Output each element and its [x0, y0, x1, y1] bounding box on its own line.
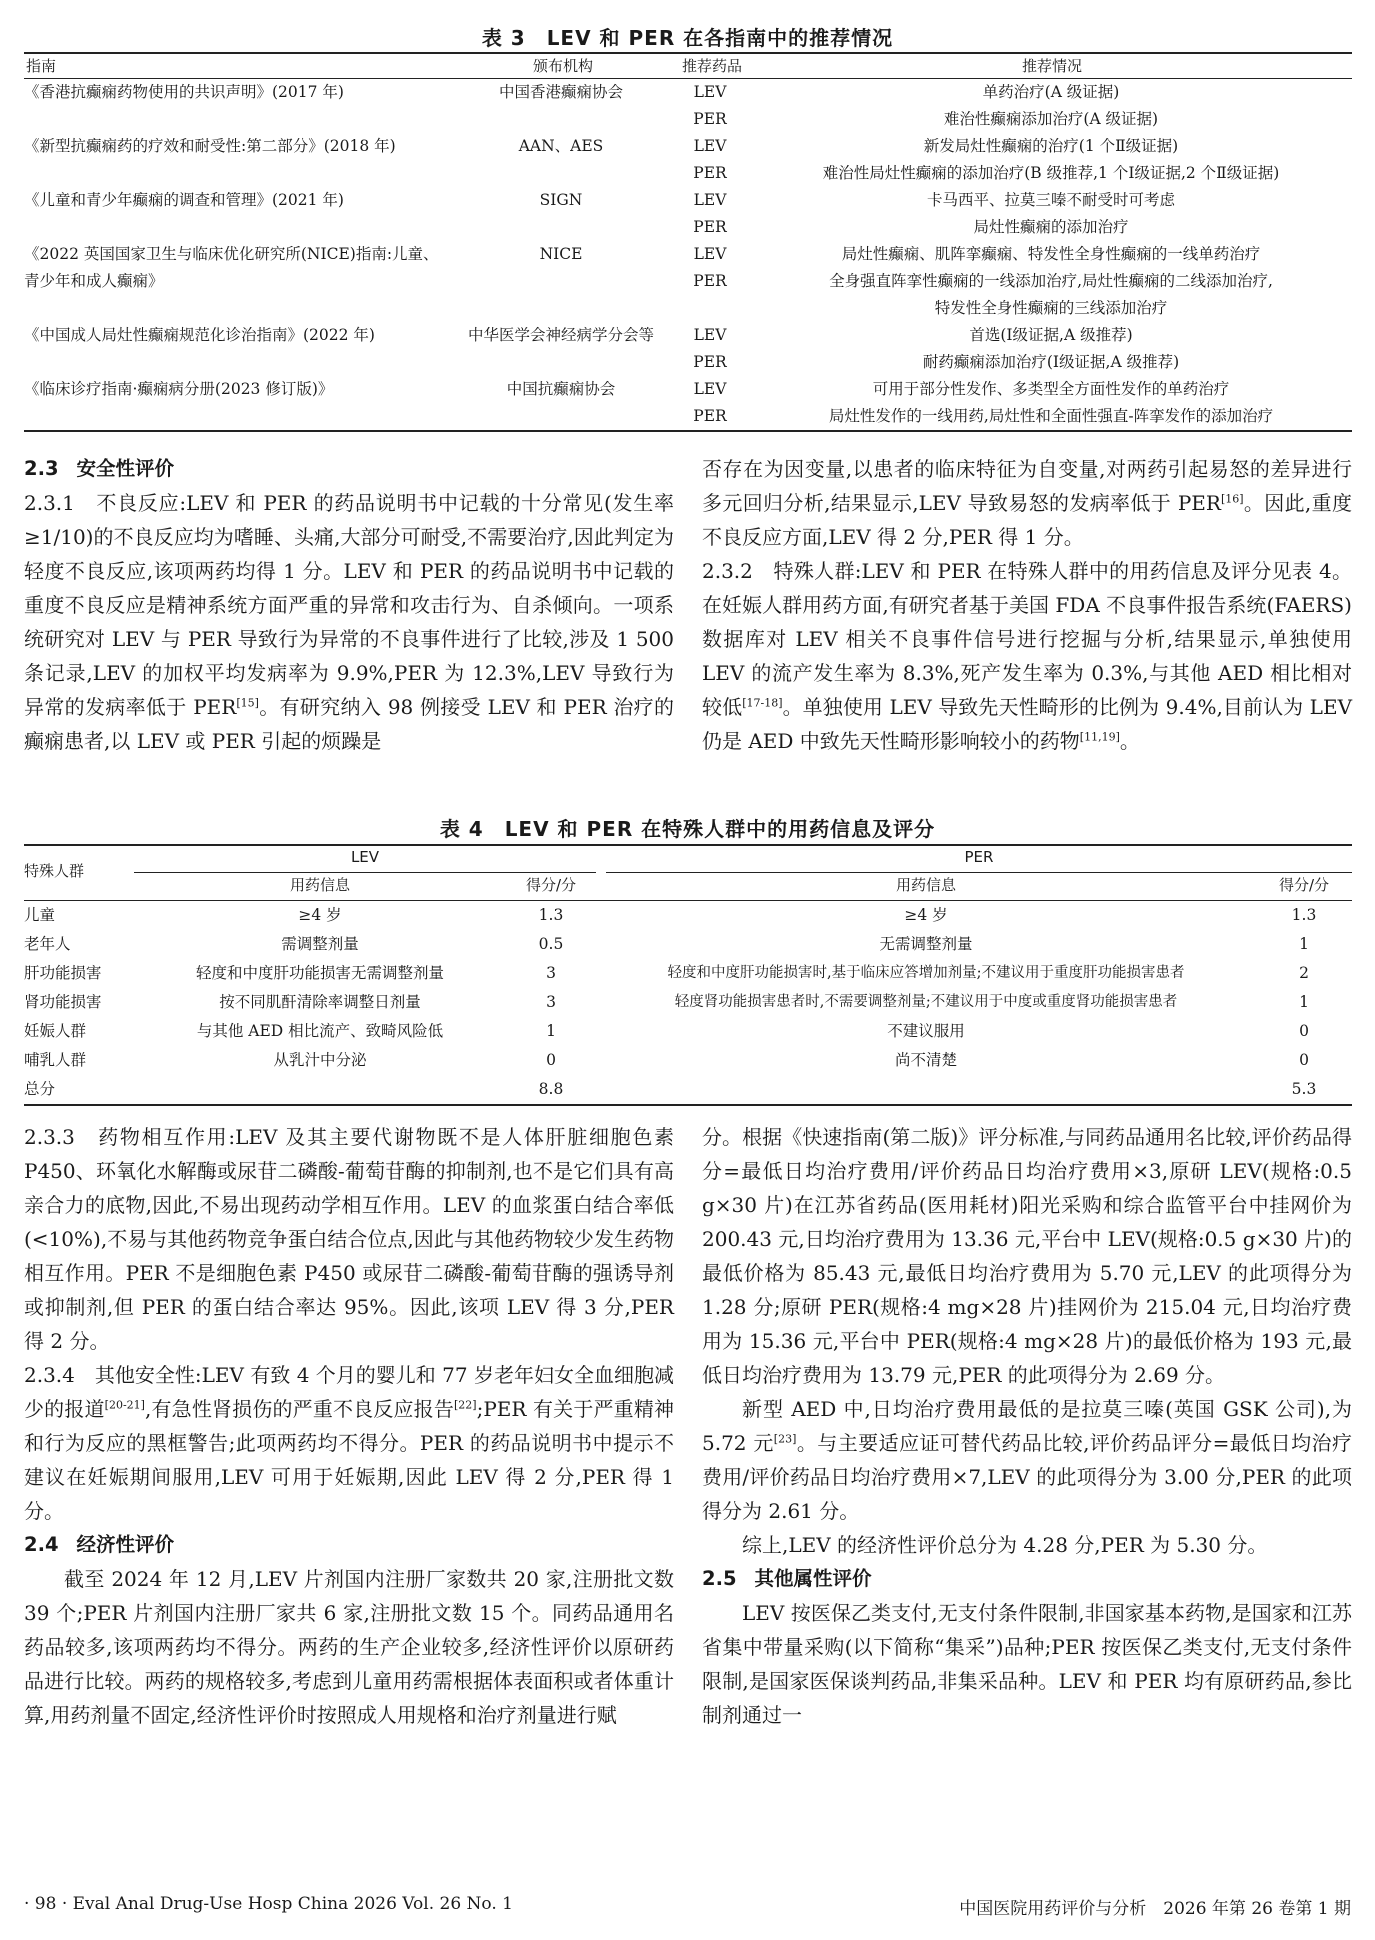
table3-drug: LEV	[693, 326, 727, 344]
table3-rec: 卡马西平、拉莫三嗪不耐受时可考虑	[926, 191, 1175, 209]
table3-header-drug: 推荐药品	[681, 57, 742, 75]
table4-header-per: PER	[964, 848, 994, 866]
paragraph-2-4: 截至 2024 年 12 月,LEV 片剂国内注册厂家数共 20 家,注册批文数 39 个;PER 片剂国内注册厂家共 6 家,注册批文数 15 个。同药品通用名药品较多,该项两药均不得分。两药的生产企业较多,经济性评价以原研药品进行比较。两药的规格较多,考虑到儿童用药需根据体表面积或者体重计算,用药剂量不固定,经济性评价时按照成人用规格和治疗剂量进行赋	[24, 1567, 674, 1727]
table3-row	[24, 133, 1352, 187]
table4-per-span-rule	[606, 872, 1352, 873]
paragraph-2-5: LEV 按医保乙类支付,无支付条件限制,非国家基本药物,是国家和江苏省集中带量采购(以下简称“集采”)品种;PER 按医保乙类支付,无支付条件限制,是国家医保谈判药品,非集采品种。LEV 和 PER 均有原研药品,参比制剂通过一	[702, 1601, 1352, 1727]
section-number: 2.4	[24, 1533, 59, 1556]
footer-left: · 98 · Eval Anal Drug-Use Hosp China 2026 Vol. 26 No. 1	[24, 1894, 513, 1914]
table3-guide: 《临床诊疗指南·癫痫病分册(2023 修订版)》	[24, 380, 334, 398]
section-2-4-heading	[24, 1528, 674, 1562]
table3-caption: 表 3 LEV 和 PER 在各指南中的推荐情况	[481, 26, 894, 50]
table4-row: 老年人 需调整剂量 0.5 无需调整剂量 1	[24, 935, 1309, 953]
paragraph-continued: 否存在为因变量,以患者的临床特征为自变量,对两药引起易怒的差异进行多元回归分析,结果显示,LEV 导致易怒的发病率低于 PER[16]。因此,重度不良反应方面,LEV 得 2 分,PER 得 1 分。	[702, 457, 1352, 549]
citation: [15]	[236, 696, 259, 710]
table4-header-lev: LEV	[350, 848, 380, 866]
table3-rec: 难治性局灶性癫痫的添加治疗(B 级推荐,1 个Ⅰ级证据,2 个Ⅱ级证据)	[822, 164, 1280, 182]
table4-row: 肝功能损害 轻度和中度肝功能损害无需调整剂量 3 轻度和中度肝功能损害时,基于临床应答增加剂量;不建议用于重度肝功能损害患者 2	[24, 964, 1309, 982]
table4-header	[24, 846, 1352, 900]
right-column-bottom	[702, 1120, 1352, 1732]
table3-rec: 单药治疗(A 级证据)	[982, 83, 1120, 101]
table4-row: 儿童 ≥4 岁 1.3 ≥4 岁 1.3	[24, 906, 1317, 924]
table4-row: 肾功能损害 按不同肌酐清除率调整日剂量 3 轻度肾功能损害患者时,不需要调整剂量;不建议用于中度或重度肾功能损害患者 1	[24, 993, 1309, 1011]
table3-org: 中国抗癫痫协会	[506, 380, 616, 398]
table3-rec: 全身强直阵挛性癫痫的一线添加治疗,局灶性癫痫的二线添加治疗, 特发性全身性癫痫的三线添加治疗	[829, 272, 1273, 317]
table3-bottom-rule	[24, 430, 1352, 432]
section-number: 2.3	[24, 457, 59, 480]
footer-right: 中国医院用药评价与分析 2026 年第 26 卷第 1 期	[959, 1899, 1351, 1919]
table3-org: 中华医学会神经病学分会等	[467, 326, 654, 344]
table3-rec: 新发局灶性癫痫的治疗(1 个Ⅱ级证据)	[923, 137, 1179, 155]
paragraph-2-3-1: 2.3.1 不良反应:LEV 和 PER 的药品说明书中记载的十分常见(发生率≥1/10)的不良反应均为嗜睡、头痛,大部分可耐受,不需要治疗,因此判定为轻度不良反应,该项两药均得 1 分。LEV 和 PER 的药品说明书中记载的重度不良反应是精神系统方面严重的异常和攻击行为、自杀倾向。一项系统研究对 LEV 与 PER 导致行为异常的不良事件进行了比较,涉及 1 500 条记录,LEV 的加权平均发病率为 9.9%,PER 为 12.3%,LEV 导致行为异常的发病率低于 PER[15]。有研究纳入 98 例接受 LEV 和 PER 治疗的癫痫患者,以 LEV 或 PER 引起的烦躁是	[24, 491, 674, 753]
table3-drug: PER	[693, 272, 727, 290]
table3-rec: 耐药癫痫添加治疗(Ⅰ级证据,A 级推荐)	[922, 353, 1180, 371]
citation: [11,19]	[1079, 730, 1120, 744]
section-title: 安全性评价	[76, 457, 175, 480]
paragraph-2-3-2: 2.3.2 特殊人群:LEV 和 PER 在特殊人群中的用药信息及评分见表 4。在妊娠人群用药方面,有研究者基于美国 FDA 不良事件报告系统(FAERS)数据库对 LEV 相关不良事件信号进行挖掘与分析,结果显示,单独使用 LEV 的流产发生率为 8.3%,死产发生率为 0.3%,与其他 AED 相比相对较低[17-18]。单独使用 LEV 导致先天性畸形的比例为 9.4%,目前认为 LEV 仍是 AED 中致先天性畸形影响较小的药物[11,19]。	[702, 559, 1353, 753]
table3-row	[24, 322, 1352, 376]
table3	[24, 52, 1352, 432]
table3-header-org: 颁布机构	[532, 57, 593, 75]
right-column-top	[702, 452, 1352, 758]
table3-drug: LEV	[693, 380, 727, 398]
table4-lev-span-rule	[134, 872, 596, 873]
section-number: 2.5	[702, 1567, 737, 1590]
table3-rec: 局灶性癫痫的添加治疗	[973, 218, 1129, 236]
table3-row	[24, 241, 1352, 322]
table4-row: 总分 8.8 5.3	[24, 1080, 1317, 1098]
section-title: 其他属性评价	[754, 1567, 872, 1590]
paragraph-new-aed: 新型 AED 中,日均治疗费用最低的是拉莫三嗪(英国 GSK 公司),为 5.72 元[23]。与主要适应证可替代药品比较,评价药品评分=最低日均治疗费用/评价药品日均治疗费用×7,LEV 的此项得分为 3.00 分,PER 的此项得分为 2.61 分。	[702, 1397, 1353, 1523]
left-column-bottom	[24, 1120, 674, 1732]
table3-header-guide: 指南	[26, 57, 57, 75]
table3-header-row	[24, 54, 1352, 78]
paragraph-2-3-4: 2.3.4 其他安全性:LEV 有致 4 个月的婴儿和 77 岁老年妇女全血细胞减少的报道[20-21],有急性肾损伤的严重不良反应报告[22];PER 有关于严重精神和行为反应的黑框警告;此项两药均不得分。PER 的药品说明书中提示不建议在妊娠期间服用,LEV 可用于妊娠期,因此 LEV 得 2 分,PER 得 1 分。	[24, 1363, 674, 1523]
table4-header-lev-score: 得分/分	[525, 876, 577, 894]
citation: [22]	[454, 1398, 477, 1412]
table4-header-per-score: 得分/分	[1278, 876, 1330, 894]
section-2-3-heading	[24, 452, 674, 486]
table3-guide: 《儿童和青少年癫痫的调查和管理》(2021 年)	[24, 191, 344, 209]
table3-drug: PER	[693, 353, 727, 371]
table3-guide: 《2022 英国国家卫生与临床优化研究所(NICE)指南:儿童、 青少年和成人癫痫》	[24, 245, 439, 290]
left-column-top	[24, 452, 674, 758]
section-title: 经济性评价	[76, 1533, 175, 1556]
table3-drug: PER	[693, 218, 727, 236]
table4-bottom-rule	[24, 1104, 1352, 1106]
table3-drug: PER	[693, 407, 727, 425]
table3-row	[24, 79, 1352, 133]
table3-guide: 《中国成人局灶性癫痫规范化诊治指南》(2022 年)	[24, 326, 375, 344]
table3-org: AAN、AES	[518, 137, 604, 155]
table3-rec: 局灶性癫痫、肌阵挛癫痫、特发性全身性癫痫的一线单药治疗	[841, 245, 1261, 263]
table3-drug: LEV	[693, 137, 727, 155]
table3-org: NICE	[539, 245, 583, 263]
table3-drug: LEV	[693, 83, 727, 101]
table3-rec: 局灶性发作的一线用药,局灶性和全面性强直-阵挛发作的添加治疗	[828, 407, 1274, 425]
table3-rec: 难治性癫痫添加治疗(A 级证据)	[943, 110, 1159, 128]
section-2-5-heading	[702, 1562, 1352, 1596]
table4-row: 妊娠人群 与其他 AED 相比流产、致畸风险低 1 不建议服用 0	[24, 1022, 1309, 1040]
table3-header-rec: 推荐情况	[1021, 57, 1082, 75]
citation: [23]	[773, 1432, 797, 1446]
table3-guide: 《新型抗癫痫药的疗效和耐受性:第二部分》(2018 年)	[24, 137, 396, 155]
table3-org: SIGN	[539, 191, 583, 209]
citation: [20-21]	[104, 1398, 145, 1412]
table3-drug: LEV	[693, 191, 727, 209]
table3-drug: LEV	[693, 245, 727, 263]
table3-org: 中国香港癫痫协会	[498, 83, 623, 101]
table4-row: 哺乳人群 从乳汁中分泌 0 尚不清楚 0	[24, 1051, 1309, 1069]
table4	[24, 844, 1352, 1106]
table4-header-lev-info: 用药信息	[289, 876, 350, 894]
citation: [16]	[1220, 492, 1244, 506]
table4-header-per-info: 用药信息	[895, 876, 956, 894]
table3-guide: 《香港抗癫痫药物使用的共识声明》(2017 年)	[24, 83, 344, 101]
table3-drug: PER	[693, 164, 727, 182]
table3-row	[24, 376, 1352, 430]
table3-rec: 可用于部分性发作、多类型全方面性发作的单药治疗	[872, 380, 1230, 398]
citation: [17-18]	[742, 696, 783, 710]
table3-drug: PER	[693, 110, 727, 128]
table3-row	[24, 187, 1352, 241]
paragraph-2-3-3: 2.3.3 药物相互作用:LEV 及其主要代谢物既不是人体肝脏细胞色素 P450、环氧化水解酶或尿苷二磷酸-葡萄苷酶的抑制剂,也不是它们具有高亲合力的底物,因此,不易出现药动学相互作用。LEV 的血浆蛋白结合率低(<10%),不易与其他药物竞争蛋白结合位点,因此与其他药物较少发生药物相互作用。PER 不是细胞色素 P450 或尿苷二磷酸-葡萄苷酶的强诱导剂或抑制剂,但 PER 的蛋白结合率达 95%。因此,该项 LEV 得 3 分,PER 得 2 分。	[24, 1125, 674, 1353]
paragraph-summary: 综上,LEV 的经济性评价总分为 4.28 分,PER 为 5.30 分。	[742, 1533, 1268, 1557]
table4-caption: 表 4 LEV 和 PER 在特殊人群中的用药信息及评分	[439, 817, 936, 841]
paragraph-economics: 分。根据《快速指南(第二版)》评分标准,与同药品通用名比较,评价药品得分=最低日均治疗费用/评价药品日均治疗费用×3,原研 LEV(规格:0.5 g×30 片)在江苏省药品(医用耗材)阳光采购和综合监管平台中挂网价为 200.43 元,日均治疗费用为 13.36 元,平台中 LEV(规格:0.5 g×30 片)的最低价格为 85.43 元,最低日均治疗费用为 5.70 元,LEV 的此项得分为 1.28 分;原研 PER(规格:4 mg×28 片)挂网价为 215.04 元,日均治疗费用为 15.36 元,平台中 PER(规格:4 mg×28 片)的最低价格为 193 元,最低日均治疗费用为 13.79 元,PER 的此项得分为 2.69 分。	[702, 1125, 1352, 1387]
table3-rec: 首选(Ⅰ级证据,A 级推荐)	[969, 326, 1133, 344]
table4-header-group: 特殊人群	[24, 862, 85, 880]
